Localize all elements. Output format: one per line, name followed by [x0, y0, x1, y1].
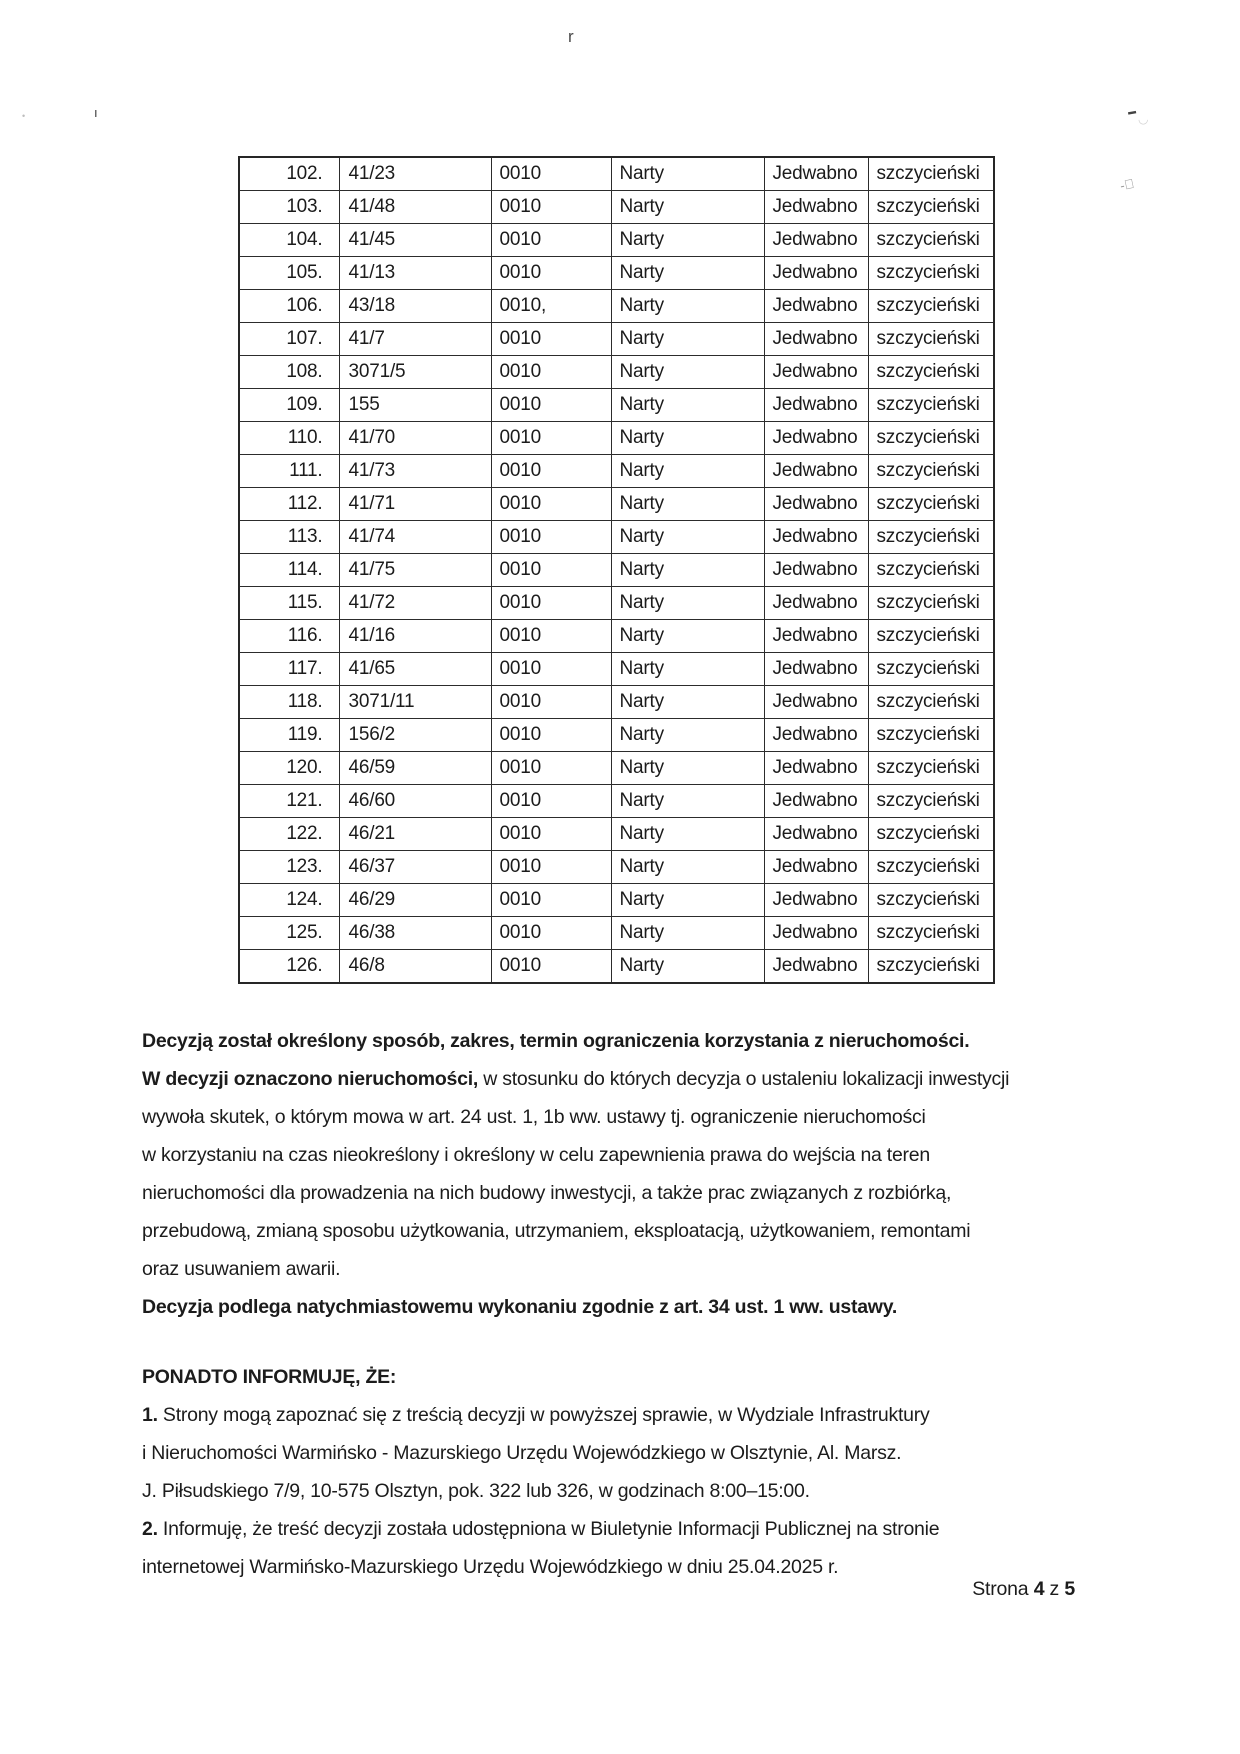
- table-row: [239, 884, 994, 917]
- cell-precinct: 0010: [491, 950, 611, 984]
- cell-county: szczycieński: [868, 323, 994, 356]
- cell-precinct: 0010: [491, 157, 611, 191]
- cell-ordinal: 125.: [239, 917, 339, 950]
- cell-plot-number: 41/23: [339, 157, 491, 191]
- table-row: [239, 521, 994, 554]
- table-row: [239, 157, 994, 191]
- cell-locality: Narty: [611, 752, 764, 785]
- text-line: [142, 1136, 1102, 1174]
- text-segment: Strony mogą zapoznać się z treścią decyzji w powyższej sprawie, w Wydziale Infrastruktury: [157, 1404, 930, 1426]
- bold-text-segment: W decyzji oznaczono nieruchomości,: [142, 1068, 479, 1090]
- cell-plot-number: 41/71: [339, 488, 491, 521]
- cell-locality: Narty: [611, 290, 764, 323]
- cell-precinct: 0010: [491, 521, 611, 554]
- cell-locality: Narty: [611, 917, 764, 950]
- cell-precinct: 0010: [491, 884, 611, 917]
- cell-locality: Narty: [611, 455, 764, 488]
- text-line: [142, 1396, 1102, 1434]
- cell-precinct: 0010,: [491, 290, 611, 323]
- cell-commune: Jedwabno: [764, 521, 868, 554]
- text-line: [142, 1288, 1102, 1326]
- bold-text-segment: Decyzją został określony sposób, zakres, termin ograniczenia korzystania z nieruchomości.: [142, 1030, 970, 1052]
- cell-plot-number: 46/38: [339, 917, 491, 950]
- text-segment: przebudową, zmianą sposobu użytkowania, utrzymaniem, eksploatacją, użytkowaniem, remontami: [142, 1220, 971, 1242]
- cell-precinct: 0010: [491, 356, 611, 389]
- text-line: [142, 1358, 1102, 1396]
- cell-ordinal: 105.: [239, 257, 339, 290]
- cell-county: szczycieński: [868, 191, 994, 224]
- bold-text-segment: 1.: [142, 1404, 158, 1426]
- table-row: [239, 290, 994, 323]
- cell-precinct: 0010: [491, 653, 611, 686]
- cell-plot-number: 41/45: [339, 224, 491, 257]
- cell-commune: Jedwabno: [764, 290, 868, 323]
- cell-commune: Jedwabno: [764, 389, 868, 422]
- table-row: [239, 323, 994, 356]
- table-row: [239, 488, 994, 521]
- cell-commune: Jedwabno: [764, 785, 868, 818]
- cell-ordinal: 113.: [239, 521, 339, 554]
- cell-ordinal: 120.: [239, 752, 339, 785]
- cell-ordinal: 126.: [239, 950, 339, 984]
- text-segment: w stosunku do których decyzja o ustaleniu lokalizacji inwestycji: [478, 1068, 1010, 1090]
- table-row: [239, 917, 994, 950]
- cell-county: szczycieński: [868, 686, 994, 719]
- table-row: [239, 191, 994, 224]
- cell-plot-number: 41/7: [339, 323, 491, 356]
- cell-locality: Narty: [611, 851, 764, 884]
- cell-commune: Jedwabno: [764, 950, 868, 984]
- cell-locality: Narty: [611, 224, 764, 257]
- cell-precinct: 0010: [491, 818, 611, 851]
- text-segment: Informuję, że treść decyzji została udostępniona w Biuletynie Informacji Publicznej na stronie: [157, 1518, 940, 1540]
- cell-locality: Narty: [611, 389, 764, 422]
- cell-ordinal: 121.: [239, 785, 339, 818]
- text-segment: internetowej Warmińsko-Mazurskiego Urzędu Wojewódzkiego w dniu 25.04.2025 r.: [142, 1556, 839, 1578]
- table-row: [239, 422, 994, 455]
- text-line: [142, 1098, 1102, 1136]
- cell-commune: Jedwabno: [764, 884, 868, 917]
- cell-county: szczycieński: [868, 389, 994, 422]
- cell-plot-number: 46/37: [339, 851, 491, 884]
- cell-ordinal: 107.: [239, 323, 339, 356]
- bold-text-segment: Decyzja podlega natychmiastowemu wykonaniu zgodnie z art. 34 ust. 1 ww. ustawy.: [142, 1296, 898, 1318]
- text-segment: wywoła skutek, o którym mowa w art. 24 ust. 1, 1b ww. ustawy tj. ograniczenie nieruchomości: [142, 1106, 926, 1128]
- cell-locality: Narty: [611, 157, 764, 191]
- cell-ordinal: 108.: [239, 356, 339, 389]
- table-row: [239, 719, 994, 752]
- cell-plot-number: 41/74: [339, 521, 491, 554]
- decision-scope-paragraph: [142, 1022, 1102, 1326]
- cell-precinct: 0010: [491, 752, 611, 785]
- cell-ordinal: 116.: [239, 620, 339, 653]
- table-row: [239, 620, 994, 653]
- scan-artifact-mark: •: [22, 111, 26, 121]
- text-line: [142, 1510, 1102, 1548]
- cell-commune: Jedwabno: [764, 653, 868, 686]
- cell-ordinal: 119.: [239, 719, 339, 752]
- cell-ordinal: 117.: [239, 653, 339, 686]
- cell-commune: Jedwabno: [764, 620, 868, 653]
- cell-commune: Jedwabno: [764, 455, 868, 488]
- cell-precinct: 0010: [491, 422, 611, 455]
- table-row: [239, 752, 994, 785]
- cell-ordinal: 122.: [239, 818, 339, 851]
- cell-plot-number: 43/18: [339, 290, 491, 323]
- text-segment: Strona: [972, 1578, 1034, 1600]
- cell-ordinal: 104.: [239, 224, 339, 257]
- text-segment: z: [1044, 1578, 1065, 1600]
- cell-commune: Jedwabno: [764, 488, 868, 521]
- table-row: [239, 587, 994, 620]
- cell-ordinal: 102.: [239, 157, 339, 191]
- cell-commune: Jedwabno: [764, 719, 868, 752]
- cell-commune: Jedwabno: [764, 851, 868, 884]
- cell-locality: Narty: [611, 653, 764, 686]
- table-row: [239, 950, 994, 984]
- cell-county: szczycieński: [868, 851, 994, 884]
- cell-commune: Jedwabno: [764, 917, 868, 950]
- table-row: [239, 686, 994, 719]
- cell-county: szczycieński: [868, 521, 994, 554]
- cell-precinct: 0010: [491, 224, 611, 257]
- bold-text-segment: 4: [1033, 1578, 1045, 1600]
- cell-locality: Narty: [611, 323, 764, 356]
- cell-county: szczycieński: [868, 917, 994, 950]
- parcel-table-body: [239, 157, 994, 983]
- cell-county: szczycieński: [868, 356, 994, 389]
- cell-plot-number: 41/73: [339, 455, 491, 488]
- cell-county: szczycieński: [868, 719, 994, 752]
- table-row: [239, 257, 994, 290]
- cell-ordinal: 111.: [239, 455, 339, 488]
- cell-county: szczycieński: [868, 752, 994, 785]
- cell-ordinal: 114.: [239, 554, 339, 587]
- cell-plot-number: 46/29: [339, 884, 491, 917]
- cell-locality: Narty: [611, 554, 764, 587]
- page-number-footer: [142, 1578, 1075, 1601]
- cell-locality: Narty: [611, 422, 764, 455]
- cell-precinct: 0010: [491, 554, 611, 587]
- cell-ordinal: 103.: [239, 191, 339, 224]
- table-row: [239, 818, 994, 851]
- cell-precinct: 0010: [491, 455, 611, 488]
- cell-plot-number: 41/70: [339, 422, 491, 455]
- cell-plot-number: 46/8: [339, 950, 491, 984]
- cell-precinct: 0010: [491, 785, 611, 818]
- bold-text-segment: PONADTO INFORMUJĘ, ŻE:: [142, 1366, 397, 1388]
- cell-commune: Jedwabno: [764, 554, 868, 587]
- cell-locality: Narty: [611, 818, 764, 851]
- cell-commune: Jedwabno: [764, 422, 868, 455]
- cell-locality: Narty: [611, 686, 764, 719]
- cell-precinct: 0010: [491, 851, 611, 884]
- cell-precinct: 0010: [491, 323, 611, 356]
- cell-ordinal: 110.: [239, 422, 339, 455]
- text-segment: oraz usuwaniem awarii.: [142, 1258, 341, 1280]
- cell-ordinal: 118.: [239, 686, 339, 719]
- cell-locality: Narty: [611, 587, 764, 620]
- cell-locality: Narty: [611, 620, 764, 653]
- cell-commune: Jedwabno: [764, 818, 868, 851]
- cell-precinct: 0010: [491, 587, 611, 620]
- cell-plot-number: 41/48: [339, 191, 491, 224]
- cell-locality: Narty: [611, 884, 764, 917]
- cell-precinct: 0010: [491, 389, 611, 422]
- cell-plot-number: 156/2: [339, 719, 491, 752]
- cell-commune: Jedwabno: [764, 356, 868, 389]
- cell-locality: Narty: [611, 257, 764, 290]
- cell-ordinal: 123.: [239, 851, 339, 884]
- cell-plot-number: 41/65: [339, 653, 491, 686]
- parcel-table: [238, 156, 995, 984]
- cell-county: szczycieński: [868, 224, 994, 257]
- cell-precinct: 0010: [491, 620, 611, 653]
- cell-plot-number: 46/60: [339, 785, 491, 818]
- additional-information-paragraph: [142, 1358, 1102, 1586]
- cell-commune: Jedwabno: [764, 686, 868, 719]
- text-line: [142, 1174, 1102, 1212]
- cell-commune: Jedwabno: [764, 257, 868, 290]
- cell-county: szczycieński: [868, 587, 994, 620]
- cell-locality: Narty: [611, 191, 764, 224]
- cell-county: szczycieński: [868, 290, 994, 323]
- cell-commune: Jedwabno: [764, 224, 868, 257]
- table-row: [239, 554, 994, 587]
- cell-county: szczycieński: [868, 257, 994, 290]
- table-row: [239, 224, 994, 257]
- cell-precinct: 0010: [491, 257, 611, 290]
- cell-county: szczycieński: [868, 157, 994, 191]
- cell-precinct: 0010: [491, 719, 611, 752]
- cell-county: szczycieński: [868, 653, 994, 686]
- cell-commune: Jedwabno: [764, 587, 868, 620]
- cell-county: szczycieński: [868, 488, 994, 521]
- cell-ordinal: 109.: [239, 389, 339, 422]
- table-row: [239, 785, 994, 818]
- text-segment: J. Piłsudskiego 7/9, 10-575 Olsztyn, pok. 322 lub 326, w godzinach 8:00–15:00.: [142, 1480, 810, 1502]
- scan-artifact-mark: ◡: [1138, 112, 1149, 126]
- cell-locality: Narty: [611, 488, 764, 521]
- cell-commune: Jedwabno: [764, 157, 868, 191]
- cell-county: szczycieński: [868, 818, 994, 851]
- scan-artifact-mark: -ᷓ: [1118, 175, 1136, 194]
- cell-ordinal: 115.: [239, 587, 339, 620]
- text-line: [142, 1212, 1102, 1250]
- table-row: [239, 389, 994, 422]
- cell-plot-number: 46/21: [339, 818, 491, 851]
- cell-county: szczycieński: [868, 554, 994, 587]
- cell-plot-number: 46/59: [339, 752, 491, 785]
- scan-artifact-mark: ı: [94, 105, 98, 120]
- cell-plot-number: 3071/5: [339, 356, 491, 389]
- cell-county: szczycieński: [868, 950, 994, 984]
- cell-plot-number: 41/72: [339, 587, 491, 620]
- table-row: [239, 653, 994, 686]
- text-segment: nieruchomości dla prowadzenia na nich budowy inwestycji, a także prac związanych z rozbiórką,: [142, 1182, 952, 1204]
- cell-locality: Narty: [611, 719, 764, 752]
- scan-artifact-mark: r: [568, 27, 574, 46]
- text-line: [142, 1472, 1102, 1510]
- cell-precinct: 0010: [491, 488, 611, 521]
- text-segment: i Nieruchomości Warmińsko - Mazurskiego Urzędu Wojewódzkiego w Olsztynie, Al. Marsz.: [142, 1442, 902, 1464]
- cell-precinct: 0010: [491, 917, 611, 950]
- cell-ordinal: 112.: [239, 488, 339, 521]
- cell-locality: Narty: [611, 356, 764, 389]
- bold-text-segment: 5: [1064, 1578, 1075, 1600]
- text-line: [142, 1060, 1102, 1098]
- cell-county: szczycieński: [868, 455, 994, 488]
- cell-commune: Jedwabno: [764, 752, 868, 785]
- cell-county: szczycieński: [868, 620, 994, 653]
- cell-county: szczycieński: [868, 785, 994, 818]
- cell-precinct: 0010: [491, 686, 611, 719]
- text-line: [142, 1434, 1102, 1472]
- table-row: [239, 851, 994, 884]
- text-line: [142, 1250, 1102, 1288]
- table-row: [239, 356, 994, 389]
- cell-commune: Jedwabno: [764, 191, 868, 224]
- cell-county: szczycieński: [868, 422, 994, 455]
- cell-plot-number: 155: [339, 389, 491, 422]
- cell-commune: Jedwabno: [764, 323, 868, 356]
- table-row: [239, 455, 994, 488]
- cell-plot-number: 41/75: [339, 554, 491, 587]
- cell-ordinal: 106.: [239, 290, 339, 323]
- cell-plot-number: 3071/11: [339, 686, 491, 719]
- scan-artifact-mark: ▬: [1127, 106, 1137, 117]
- text-line: [142, 1022, 1102, 1060]
- bold-text-segment: 2.: [142, 1518, 158, 1540]
- cell-locality: Narty: [611, 521, 764, 554]
- cell-ordinal: 124.: [239, 884, 339, 917]
- cell-precinct: 0010: [491, 191, 611, 224]
- cell-locality: Narty: [611, 950, 764, 984]
- cell-locality: Narty: [611, 785, 764, 818]
- text-segment: w korzystaniu na czas nieokreślony i określony w celu zapewnienia prawa do wejścia na teren: [142, 1144, 930, 1166]
- cell-county: szczycieński: [868, 884, 994, 917]
- cell-plot-number: 41/13: [339, 257, 491, 290]
- cell-plot-number: 41/16: [339, 620, 491, 653]
